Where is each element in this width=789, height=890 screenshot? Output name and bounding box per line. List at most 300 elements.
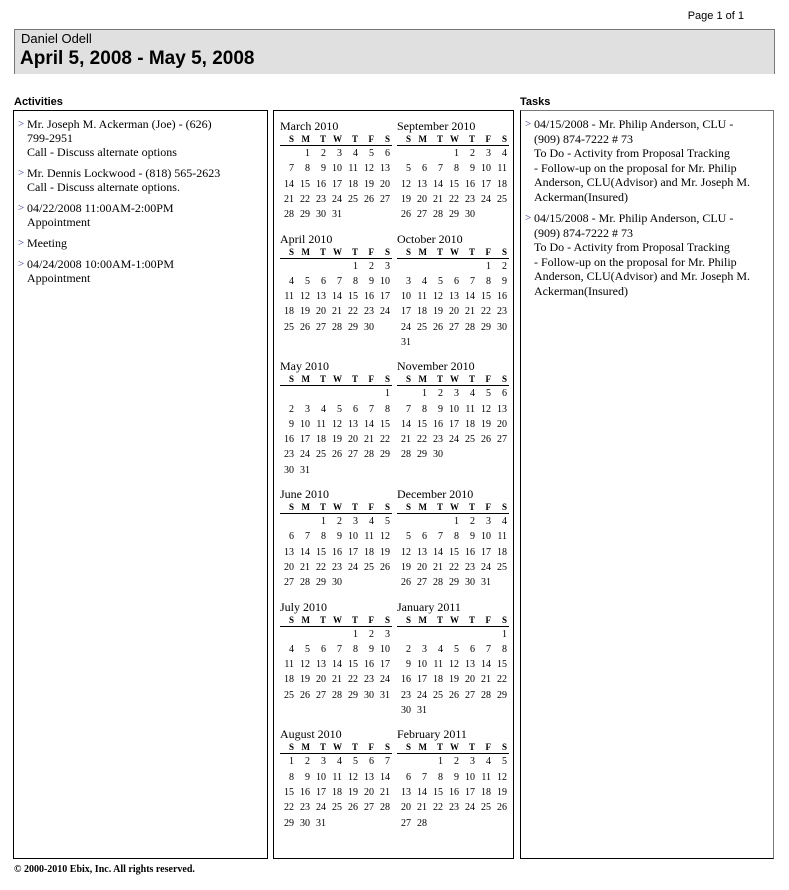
day-cell[interactable]: 2 bbox=[289, 403, 294, 415]
day-cell[interactable]: 28 bbox=[332, 689, 342, 701]
day-cell[interactable]: 13 bbox=[364, 771, 374, 783]
day-cell[interactable]: 7 bbox=[385, 756, 390, 768]
day-cell[interactable]: 24 bbox=[481, 193, 491, 205]
day-cell[interactable]: 23 bbox=[449, 802, 459, 814]
day-cell[interactable]: 29 bbox=[348, 321, 358, 333]
day-cell[interactable]: 9 bbox=[470, 163, 475, 175]
day-cell[interactable]: 21 bbox=[481, 674, 491, 686]
day-cell[interactable]: 10 bbox=[449, 403, 459, 415]
activity-item[interactable] bbox=[18, 201, 267, 229]
day-cell[interactable]: 22 bbox=[284, 802, 294, 814]
day-cell[interactable]: 3 bbox=[353, 516, 358, 528]
day-cell[interactable]: 17 bbox=[465, 786, 475, 798]
day-cell[interactable]: 25 bbox=[284, 689, 294, 701]
day-cell[interactable]: 11 bbox=[284, 291, 294, 303]
day-cell[interactable]: 5 bbox=[486, 388, 491, 400]
day-cell[interactable]: 12 bbox=[332, 418, 342, 430]
day-cell[interactable]: 4 bbox=[486, 756, 491, 768]
day-cell[interactable]: 24 bbox=[465, 802, 475, 814]
day-cell[interactable]: 16 bbox=[465, 546, 475, 558]
day-cell[interactable]: 2 bbox=[406, 643, 411, 655]
day-cell[interactable]: 12 bbox=[449, 659, 459, 671]
day-cell[interactable]: 22 bbox=[316, 561, 326, 573]
day-cell[interactable]: 5 bbox=[369, 148, 374, 159]
day-cell[interactable]: 27 bbox=[449, 321, 459, 333]
day-cell[interactable]: 26 bbox=[401, 209, 411, 221]
day-cell[interactable]: 15 bbox=[316, 546, 326, 558]
day-cell[interactable]: 24 bbox=[481, 561, 491, 573]
day-cell[interactable]: 13 bbox=[348, 418, 358, 430]
day-cell[interactable]: 21 bbox=[332, 674, 342, 686]
day-cell[interactable]: 25 bbox=[364, 561, 374, 573]
day-cell[interactable]: 9 bbox=[369, 643, 374, 655]
day-cell[interactable]: 16 bbox=[433, 418, 443, 430]
day-cell[interactable]: 27 bbox=[380, 193, 390, 205]
day-cell[interactable]: 30 bbox=[465, 209, 475, 221]
day-cell[interactable]: 20 bbox=[417, 193, 427, 205]
day-cell[interactable]: 28 bbox=[380, 802, 390, 814]
day-cell[interactable]: 10 bbox=[417, 659, 427, 671]
day-cell[interactable]: 3 bbox=[486, 516, 491, 528]
day-cell[interactable]: 20 bbox=[348, 434, 358, 446]
day-cell[interactable]: 10 bbox=[380, 643, 390, 655]
day-cell[interactable]: 18 bbox=[497, 546, 507, 558]
day-cell[interactable]: 4 bbox=[502, 148, 507, 159]
day-cell[interactable]: 25 bbox=[433, 689, 443, 701]
day-cell[interactable]: 16 bbox=[449, 786, 459, 798]
day-cell[interactable]: 9 bbox=[406, 659, 411, 671]
day-cell[interactable]: 12 bbox=[433, 291, 443, 303]
day-cell[interactable]: 6 bbox=[470, 643, 475, 655]
day-cell[interactable]: 21 bbox=[401, 434, 411, 446]
day-cell[interactable]: 18 bbox=[465, 418, 475, 430]
day-cell[interactable]: 23 bbox=[364, 306, 374, 318]
day-cell[interactable]: 3 bbox=[305, 403, 310, 415]
day-cell[interactable]: 23 bbox=[300, 802, 310, 814]
day-cell[interactable]: 11 bbox=[417, 291, 427, 303]
day-cell[interactable]: 4 bbox=[502, 516, 507, 528]
day-cell[interactable]: 11 bbox=[481, 771, 491, 783]
day-cell[interactable]: 19 bbox=[364, 178, 374, 190]
day-cell[interactable]: 14 bbox=[481, 659, 491, 671]
day-cell[interactable]: 19 bbox=[497, 786, 507, 798]
day-cell[interactable]: 12 bbox=[380, 531, 390, 543]
day-cell[interactable]: 25 bbox=[497, 561, 507, 573]
day-cell[interactable]: 8 bbox=[454, 163, 459, 175]
day-cell[interactable]: 15 bbox=[433, 786, 443, 798]
day-cell[interactable]: 18 bbox=[433, 674, 443, 686]
day-cell[interactable]: 29 bbox=[284, 817, 294, 829]
day-cell[interactable]: 5 bbox=[438, 275, 443, 287]
day-cell[interactable]: 25 bbox=[417, 321, 427, 333]
day-cell[interactable]: 14 bbox=[433, 546, 443, 558]
day-cell[interactable]: 20 bbox=[284, 561, 294, 573]
day-cell[interactable]: 11 bbox=[316, 418, 326, 430]
day-cell[interactable]: 9 bbox=[305, 771, 310, 783]
day-cell[interactable]: 8 bbox=[353, 275, 358, 287]
day-cell[interactable]: 13 bbox=[401, 786, 411, 798]
day-cell[interactable]: 24 bbox=[380, 674, 390, 686]
day-cell[interactable]: 10 bbox=[300, 418, 310, 430]
activity-item[interactable] bbox=[18, 257, 267, 285]
day-cell[interactable]: 23 bbox=[316, 193, 326, 205]
day-cell[interactable]: 17 bbox=[417, 674, 427, 686]
day-cell[interactable]: 21 bbox=[380, 786, 390, 798]
day-cell[interactable]: 9 bbox=[337, 531, 342, 543]
day-cell[interactable]: 29 bbox=[497, 689, 507, 701]
day-cell[interactable]: 11 bbox=[332, 771, 342, 783]
day-cell[interactable]: 1 bbox=[502, 628, 507, 640]
day-cell[interactable]: 16 bbox=[465, 178, 475, 190]
day-cell[interactable]: 14 bbox=[433, 178, 443, 190]
day-cell[interactable]: 19 bbox=[449, 674, 459, 686]
day-cell[interactable]: 27 bbox=[465, 689, 475, 701]
day-cell[interactable]: 26 bbox=[332, 449, 342, 461]
day-cell[interactable]: 30 bbox=[316, 209, 326, 221]
day-cell[interactable]: 28 bbox=[300, 577, 310, 589]
day-cell[interactable]: 1 bbox=[321, 516, 326, 528]
day-cell[interactable]: 22 bbox=[433, 802, 443, 814]
day-cell[interactable]: 8 bbox=[385, 403, 390, 415]
day-cell[interactable]: 25 bbox=[284, 321, 294, 333]
day-cell[interactable]: 23 bbox=[433, 434, 443, 446]
day-cell[interactable]: 7 bbox=[337, 275, 342, 287]
activity-item[interactable] bbox=[18, 166, 267, 194]
day-cell[interactable]: 12 bbox=[364, 163, 374, 175]
day-cell[interactable]: 5 bbox=[454, 643, 459, 655]
day-cell[interactable]: 23 bbox=[284, 449, 294, 461]
day-cell[interactable]: 10 bbox=[481, 531, 491, 543]
day-cell[interactable]: 23 bbox=[364, 674, 374, 686]
day-cell[interactable]: 16 bbox=[300, 786, 310, 798]
day-cell[interactable]: 16 bbox=[364, 291, 374, 303]
day-cell[interactable]: 4 bbox=[289, 643, 294, 655]
day-cell[interactable]: 6 bbox=[321, 643, 326, 655]
day-cell[interactable]: 10 bbox=[465, 771, 475, 783]
day-cell[interactable]: 26 bbox=[449, 689, 459, 701]
day-cell[interactable]: 19 bbox=[401, 561, 411, 573]
day-cell[interactable]: 30 bbox=[364, 689, 374, 701]
day-cell[interactable]: 21 bbox=[300, 561, 310, 573]
day-cell[interactable]: 29 bbox=[449, 577, 459, 589]
day-cell[interactable]: 28 bbox=[401, 449, 411, 461]
day-cell[interactable]: 27 bbox=[417, 209, 427, 221]
day-cell[interactable]: 20 bbox=[316, 674, 326, 686]
day-cell[interactable]: 7 bbox=[470, 275, 475, 287]
day-cell[interactable]: 29 bbox=[481, 321, 491, 333]
day-cell[interactable]: 30 bbox=[284, 464, 294, 476]
day-cell[interactable]: 23 bbox=[497, 306, 507, 318]
day-cell[interactable]: 9 bbox=[321, 163, 326, 175]
day-cell[interactable]: 6 bbox=[502, 388, 507, 400]
day-cell[interactable]: 28 bbox=[284, 209, 294, 221]
day-cell[interactable]: 19 bbox=[481, 418, 491, 430]
day-cell[interactable]: 18 bbox=[284, 674, 294, 686]
day-cell[interactable]: 1 bbox=[385, 388, 390, 400]
day-cell[interactable]: 18 bbox=[364, 546, 374, 558]
day-cell[interactable]: 17 bbox=[332, 178, 342, 190]
day-cell[interactable]: 11 bbox=[284, 659, 294, 671]
day-cell[interactable]: 29 bbox=[449, 209, 459, 221]
day-cell[interactable]: 8 bbox=[289, 771, 294, 783]
day-cell[interactable]: 25 bbox=[497, 193, 507, 205]
day-cell[interactable]: 13 bbox=[417, 178, 427, 190]
day-cell[interactable]: 13 bbox=[380, 163, 390, 175]
day-cell[interactable]: 14 bbox=[364, 418, 374, 430]
day-cell[interactable]: 2 bbox=[438, 388, 443, 400]
day-cell[interactable]: 18 bbox=[284, 306, 294, 318]
day-cell[interactable]: 16 bbox=[364, 659, 374, 671]
day-cell[interactable]: 26 bbox=[481, 434, 491, 446]
day-cell[interactable]: 13 bbox=[449, 291, 459, 303]
day-cell[interactable]: 9 bbox=[470, 531, 475, 543]
day-cell[interactable]: 27 bbox=[316, 321, 326, 333]
day-cell[interactable]: 27 bbox=[348, 449, 358, 461]
day-cell[interactable]: 1 bbox=[353, 628, 358, 640]
day-cell[interactable]: 20 bbox=[380, 178, 390, 190]
day-cell[interactable]: 24 bbox=[417, 689, 427, 701]
day-cell[interactable]: 13 bbox=[417, 546, 427, 558]
day-cell[interactable]: 7 bbox=[406, 403, 411, 415]
day-cell[interactable]: 20 bbox=[465, 674, 475, 686]
day-cell[interactable]: 31 bbox=[481, 577, 491, 589]
day-cell[interactable]: 22 bbox=[300, 193, 310, 205]
day-cell[interactable]: 6 bbox=[353, 403, 358, 415]
day-cell[interactable]: 18 bbox=[497, 178, 507, 190]
day-cell[interactable]: 11 bbox=[364, 531, 374, 543]
day-cell[interactable]: 19 bbox=[332, 434, 342, 446]
day-cell[interactable]: 1 bbox=[422, 388, 427, 400]
day-cell[interactable]: 17 bbox=[481, 178, 491, 190]
day-cell[interactable]: 1 bbox=[454, 148, 459, 159]
day-cell[interactable]: 28 bbox=[465, 321, 475, 333]
day-cell[interactable]: 4 bbox=[353, 148, 358, 159]
day-cell[interactable]: 30 bbox=[332, 577, 342, 589]
day-cell[interactable]: 9 bbox=[289, 418, 294, 430]
day-cell[interactable]: 4 bbox=[422, 275, 427, 287]
task-item[interactable] bbox=[525, 211, 773, 298]
day-cell[interactable]: 22 bbox=[497, 674, 507, 686]
day-cell[interactable]: 28 bbox=[433, 209, 443, 221]
day-cell[interactable]: 15 bbox=[449, 178, 459, 190]
day-cell[interactable]: 18 bbox=[348, 178, 358, 190]
day-cell[interactable]: 3 bbox=[385, 628, 390, 640]
day-cell[interactable]: 15 bbox=[449, 546, 459, 558]
day-cell[interactable]: 12 bbox=[300, 659, 310, 671]
day-cell[interactable]: 12 bbox=[401, 546, 411, 558]
day-cell[interactable]: 3 bbox=[486, 148, 491, 159]
day-cell[interactable]: 5 bbox=[406, 163, 411, 175]
day-cell[interactable]: 15 bbox=[284, 786, 294, 798]
activity-item[interactable] bbox=[18, 117, 267, 159]
day-cell[interactable]: 14 bbox=[332, 659, 342, 671]
day-cell[interactable]: 26 bbox=[364, 193, 374, 205]
day-cell[interactable]: 9 bbox=[454, 771, 459, 783]
day-cell[interactable]: 10 bbox=[348, 531, 358, 543]
day-cell[interactable]: 19 bbox=[380, 546, 390, 558]
day-cell[interactable]: 7 bbox=[486, 643, 491, 655]
day-cell[interactable]: 1 bbox=[486, 260, 491, 272]
day-cell[interactable]: 6 bbox=[422, 163, 427, 175]
day-cell[interactable]: 3 bbox=[422, 643, 427, 655]
day-cell[interactable]: 24 bbox=[401, 321, 411, 333]
day-cell[interactable]: 28 bbox=[433, 577, 443, 589]
day-cell[interactable]: 21 bbox=[433, 561, 443, 573]
day-cell[interactable]: 30 bbox=[364, 321, 374, 333]
day-cell[interactable]: 22 bbox=[380, 434, 390, 446]
day-cell[interactable]: 6 bbox=[289, 531, 294, 543]
day-cell[interactable]: 4 bbox=[369, 516, 374, 528]
day-cell[interactable]: 22 bbox=[449, 561, 459, 573]
day-cell[interactable]: 12 bbox=[497, 771, 507, 783]
activity-item[interactable] bbox=[18, 236, 267, 250]
day-cell[interactable]: 18 bbox=[332, 786, 342, 798]
day-cell[interactable]: 25 bbox=[481, 802, 491, 814]
day-cell[interactable]: 7 bbox=[289, 163, 294, 175]
day-cell[interactable]: 27 bbox=[417, 577, 427, 589]
day-cell[interactable]: 26 bbox=[300, 689, 310, 701]
day-cell[interactable]: 29 bbox=[380, 449, 390, 461]
day-cell[interactable]: 3 bbox=[321, 756, 326, 768]
day-cell[interactable]: 2 bbox=[470, 148, 475, 159]
day-cell[interactable]: 4 bbox=[321, 403, 326, 415]
day-cell[interactable]: 27 bbox=[316, 689, 326, 701]
day-cell[interactable]: 20 bbox=[401, 802, 411, 814]
day-cell[interactable]: 21 bbox=[433, 193, 443, 205]
day-cell[interactable]: 26 bbox=[348, 802, 358, 814]
day-cell[interactable]: 8 bbox=[305, 163, 310, 175]
day-cell[interactable]: 6 bbox=[406, 771, 411, 783]
day-cell[interactable]: 18 bbox=[316, 434, 326, 446]
day-cell[interactable]: 13 bbox=[316, 659, 326, 671]
day-cell[interactable]: 17 bbox=[380, 291, 390, 303]
day-cell[interactable]: 15 bbox=[497, 659, 507, 671]
day-cell[interactable]: 15 bbox=[481, 291, 491, 303]
day-cell[interactable]: 25 bbox=[465, 434, 475, 446]
day-cell[interactable]: 31 bbox=[417, 705, 427, 717]
day-cell[interactable]: 3 bbox=[385, 260, 390, 272]
day-cell[interactable]: 11 bbox=[497, 531, 507, 543]
day-cell[interactable]: 15 bbox=[417, 418, 427, 430]
day-cell[interactable]: 30 bbox=[497, 321, 507, 333]
day-cell[interactable]: 15 bbox=[348, 659, 358, 671]
day-cell[interactable]: 27 bbox=[364, 802, 374, 814]
day-cell[interactable]: 26 bbox=[380, 561, 390, 573]
day-cell[interactable]: 30 bbox=[433, 449, 443, 461]
day-cell[interactable]: 12 bbox=[401, 178, 411, 190]
day-cell[interactable]: 15 bbox=[380, 418, 390, 430]
day-cell[interactable]: 24 bbox=[316, 802, 326, 814]
day-cell[interactable]: 16 bbox=[401, 674, 411, 686]
day-cell[interactable]: 28 bbox=[364, 449, 374, 461]
day-cell[interactable]: 11 bbox=[497, 163, 507, 175]
day-cell[interactable]: 7 bbox=[337, 643, 342, 655]
day-cell[interactable]: 10 bbox=[316, 771, 326, 783]
day-cell[interactable]: 1 bbox=[305, 148, 310, 159]
day-cell[interactable]: 19 bbox=[300, 674, 310, 686]
day-cell[interactable]: 5 bbox=[502, 756, 507, 768]
day-cell[interactable]: 20 bbox=[417, 561, 427, 573]
day-cell[interactable]: 5 bbox=[406, 531, 411, 543]
day-cell[interactable]: 22 bbox=[481, 306, 491, 318]
day-cell[interactable]: 20 bbox=[449, 306, 459, 318]
day-cell[interactable]: 14 bbox=[380, 771, 390, 783]
day-cell[interactable]: 26 bbox=[300, 321, 310, 333]
day-cell[interactable]: 7 bbox=[305, 531, 310, 543]
day-cell[interactable]: 2 bbox=[454, 756, 459, 768]
day-cell[interactable]: 14 bbox=[332, 291, 342, 303]
day-cell[interactable]: 31 bbox=[332, 209, 342, 221]
day-cell[interactable]: 26 bbox=[497, 802, 507, 814]
day-cell[interactable]: 10 bbox=[401, 291, 411, 303]
day-cell[interactable]: 7 bbox=[438, 163, 443, 175]
day-cell[interactable]: 22 bbox=[417, 434, 427, 446]
day-cell[interactable]: 26 bbox=[433, 321, 443, 333]
day-cell[interactable]: 3 bbox=[454, 388, 459, 400]
day-cell[interactable]: 2 bbox=[337, 516, 342, 528]
day-cell[interactable]: 8 bbox=[321, 531, 326, 543]
day-cell[interactable]: 29 bbox=[300, 209, 310, 221]
day-cell[interactable]: 17 bbox=[380, 659, 390, 671]
day-cell[interactable]: 17 bbox=[449, 418, 459, 430]
day-cell[interactable]: 6 bbox=[321, 275, 326, 287]
day-cell[interactable]: 22 bbox=[449, 193, 459, 205]
day-cell[interactable]: 13 bbox=[465, 659, 475, 671]
day-cell[interactable]: 24 bbox=[449, 434, 459, 446]
day-cell[interactable]: 1 bbox=[454, 516, 459, 528]
day-cell[interactable]: 16 bbox=[284, 434, 294, 446]
day-cell[interactable]: 28 bbox=[417, 817, 427, 829]
day-cell[interactable]: 21 bbox=[332, 306, 342, 318]
day-cell[interactable]: 2 bbox=[369, 260, 374, 272]
task-item[interactable] bbox=[525, 117, 773, 204]
day-cell[interactable]: 19 bbox=[300, 306, 310, 318]
day-cell[interactable]: 9 bbox=[502, 275, 507, 287]
day-cell[interactable]: 3 bbox=[470, 756, 475, 768]
day-cell[interactable]: 8 bbox=[353, 643, 358, 655]
day-cell[interactable]: 10 bbox=[481, 163, 491, 175]
day-cell[interactable]: 20 bbox=[497, 418, 507, 430]
day-cell[interactable]: 27 bbox=[401, 817, 411, 829]
day-cell[interactable]: 3 bbox=[337, 148, 342, 159]
day-cell[interactable]: 23 bbox=[465, 193, 475, 205]
day-cell[interactable]: 8 bbox=[438, 771, 443, 783]
day-cell[interactable]: 17 bbox=[481, 546, 491, 558]
day-cell[interactable]: 12 bbox=[481, 403, 491, 415]
day-cell[interactable]: 20 bbox=[316, 306, 326, 318]
day-cell[interactable]: 8 bbox=[502, 643, 507, 655]
day-cell[interactable]: 8 bbox=[454, 531, 459, 543]
day-cell[interactable]: 12 bbox=[300, 291, 310, 303]
day-cell[interactable]: 5 bbox=[337, 403, 342, 415]
day-cell[interactable]: 24 bbox=[380, 306, 390, 318]
day-cell[interactable]: 31 bbox=[300, 464, 310, 476]
day-cell[interactable]: 28 bbox=[332, 321, 342, 333]
day-cell[interactable]: 22 bbox=[348, 674, 358, 686]
day-cell[interactable]: 15 bbox=[348, 291, 358, 303]
day-cell[interactable]: 16 bbox=[316, 178, 326, 190]
day-cell[interactable]: 8 bbox=[486, 275, 491, 287]
day-cell[interactable]: 31 bbox=[316, 817, 326, 829]
day-cell[interactable]: 30 bbox=[300, 817, 310, 829]
day-cell[interactable]: 24 bbox=[332, 193, 342, 205]
day-cell[interactable]: 9 bbox=[369, 275, 374, 287]
day-cell[interactable]: 30 bbox=[401, 705, 411, 717]
day-cell[interactable]: 5 bbox=[385, 516, 390, 528]
day-cell[interactable]: 18 bbox=[417, 306, 427, 318]
day-cell[interactable]: 25 bbox=[316, 449, 326, 461]
day-cell[interactable]: 19 bbox=[433, 306, 443, 318]
